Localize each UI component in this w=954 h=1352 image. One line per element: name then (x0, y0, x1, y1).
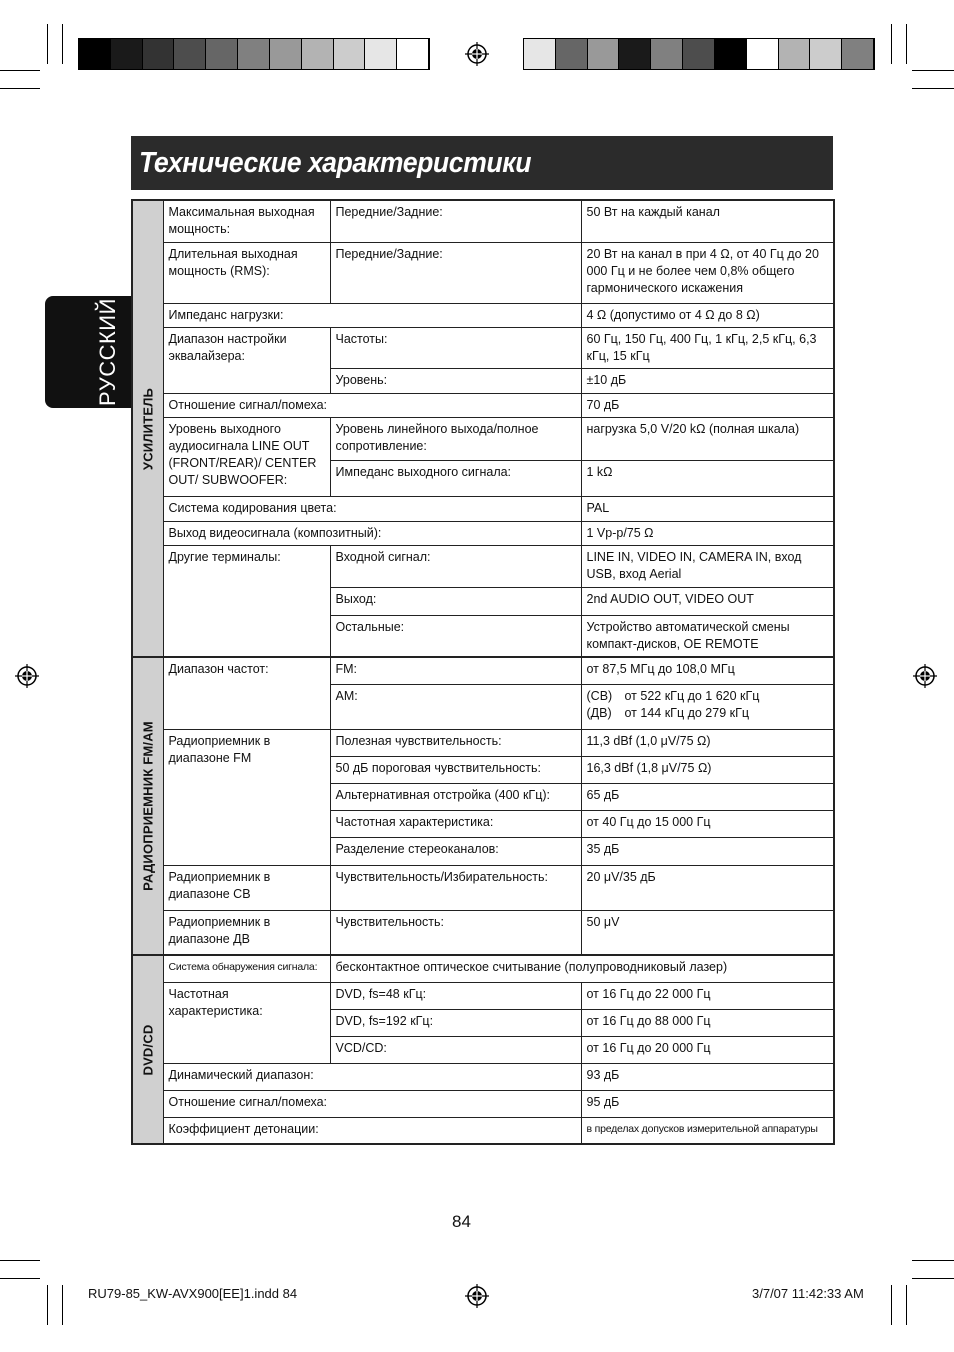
table-row (132, 1063, 834, 1090)
dvd-section (132, 955, 834, 1144)
color-swatch (365, 39, 397, 69)
crop-mark (891, 24, 892, 64)
spec-value: PAL (581, 496, 834, 521)
crop-mark (912, 1278, 954, 1279)
spec-sublabel: DVD, fs=192 кГц: (330, 1009, 581, 1036)
spec-value: 50 Вт на каждый канал (581, 200, 834, 242)
color-swatch (174, 39, 206, 69)
crop-mark (912, 1260, 954, 1261)
spec-label: Уровень выходного аудиосигнала LINE OUT (FRONT/REAR)/ CENTER OUT/ SUBWOOFER: (163, 417, 330, 496)
registration-mark-icon (15, 664, 39, 688)
spec-sublabel: Импеданс выходного сигнала: (330, 460, 581, 496)
spec-value: 65 дБ (581, 783, 834, 810)
color-swatch (683, 39, 715, 69)
spec-label: Диапазон частот: (163, 657, 330, 729)
spec-sublabel: Передние/Задние: (330, 200, 581, 242)
spec-sublabel: Чувствительность/Избирательность: (330, 865, 581, 910)
table-row (132, 496, 834, 521)
spec-value: от 16 Гц до 22 000 Гц (581, 982, 834, 1009)
spec-value: Устройство автоматической смены компакт-дисков, OE REMOTE (581, 615, 834, 657)
table-row (132, 910, 834, 955)
spec-value: 2nd AUDIO OUT, VIDEO OUT (581, 587, 834, 615)
spec-label: Радиоприемник в диапазоне FM (163, 729, 330, 865)
section-label-cell (132, 200, 163, 657)
spec-sublabel: Альтернативная отстройка (400 кГц): (330, 783, 581, 810)
color-swatch (111, 39, 143, 69)
table-row (132, 955, 834, 982)
page-title: Технические характеристики (139, 146, 532, 179)
spec-value: от 87,5 МГц до 108,0 МГц (581, 657, 834, 684)
spec-value: ±10 дБ (581, 368, 834, 393)
spec-sublabel: Входной сигнал: (330, 545, 581, 587)
spec-value (581, 684, 834, 729)
table-row (132, 865, 834, 910)
spec-label: Выход видеосигнала (композитный): (163, 521, 581, 545)
spec-label: Коэффициент детонации: (163, 1117, 581, 1144)
color-swatch (588, 39, 620, 69)
color-swatch (747, 39, 779, 69)
table-row (132, 521, 834, 545)
table-row (132, 417, 834, 460)
footer-timestamp: 3/7/07 11:42:33 AM (752, 1286, 864, 1301)
spec-value: от 16 Гц до 88 000 Гц (581, 1009, 834, 1036)
color-swatch (302, 39, 334, 69)
section-label-amplifier: УСИЛИТЕЛЬ (140, 387, 156, 470)
color-swatch (842, 39, 874, 69)
registration-mark-icon (465, 1284, 489, 1308)
spec-value: 1 kΩ (581, 460, 834, 496)
color-swatch (524, 39, 556, 69)
spec-label: Радиоприемник в диапазоне СВ (163, 865, 330, 910)
color-swatch (79, 39, 111, 69)
spec-label: Максимальная выходная мощность: (163, 200, 330, 242)
table-row (132, 242, 834, 303)
crop-mark (0, 88, 40, 89)
spec-sublabel: Выход: (330, 587, 581, 615)
spec-value: 95 дБ (581, 1090, 834, 1117)
spec-label: Отношение сигнал/помеха: (163, 393, 581, 417)
spec-value: 35 дБ (581, 837, 834, 865)
section-label-cell (132, 657, 163, 955)
color-swatch (556, 39, 588, 69)
crop-mark (891, 1285, 892, 1325)
spec-value: 50 μV (581, 910, 834, 955)
band-label: (СВ) (586, 688, 613, 703)
spec-sublabel: Частоты: (330, 327, 581, 368)
language-tab (45, 296, 131, 408)
spec-sublabel: Полезная чувствительность: (330, 729, 581, 756)
crop-mark (0, 1260, 40, 1261)
registration-mark-icon (465, 42, 489, 66)
amplifier-section (132, 200, 834, 657)
spec-value: бесконтактное оптическое считывание (полупроводниковый лазер) (330, 955, 834, 982)
spec-label: Импеданс нагрузки: (163, 303, 581, 327)
crop-mark (47, 1285, 48, 1325)
spec-sublabel: Чувствительность: (330, 910, 581, 955)
language-tab-label: РУССКИЙ (95, 298, 120, 406)
crop-mark (47, 24, 48, 64)
color-swatch (619, 39, 651, 69)
color-swatch (651, 39, 683, 69)
table-row (132, 545, 834, 587)
section-label-radio: РАДИОПРИЕМНИК FM/AM (140, 721, 156, 891)
table-row (132, 303, 834, 327)
band-label: (ДВ) (586, 705, 612, 720)
color-bar-right (523, 38, 875, 70)
crop-mark (906, 24, 907, 64)
radio-section (132, 657, 834, 955)
color-swatch (270, 39, 302, 69)
spec-sublabel: Уровень линейного выхода/полное сопротивление: (330, 417, 581, 460)
color-swatch (715, 39, 747, 69)
spec-value: LINE IN, VIDEO IN, CAMERA IN, вход USB, вход Aerial (581, 545, 834, 587)
crop-mark (906, 1285, 907, 1325)
table-row (132, 393, 834, 417)
spec-sublabel: FM: (330, 657, 581, 684)
registration-mark-icon (913, 664, 937, 688)
spec-sublabel: DVD, fs=48 кГц: (330, 982, 581, 1009)
table-row (132, 657, 834, 684)
band-value: от 144 кГц до 279 кГц (624, 705, 750, 720)
color-swatch (143, 39, 175, 69)
crop-mark (0, 70, 40, 71)
band-value: от 522 кГц до 1 620 кГц (624, 688, 760, 703)
color-swatch (238, 39, 270, 69)
spec-sublabel: Уровень: (330, 368, 581, 393)
spec-label: Длительная выходная мощность (RMS): (163, 242, 330, 303)
crop-mark (62, 1285, 63, 1325)
color-bar-left (78, 38, 430, 70)
spec-label: Радиоприемник в диапазоне ДВ (163, 910, 330, 955)
title-bar (131, 136, 833, 190)
spec-value: от 40 Гц до 15 000 Гц (581, 810, 834, 837)
spec-value: от 16 Гц до 20 000 Гц (581, 1036, 834, 1063)
table-row (132, 982, 834, 1009)
spec-sublabel: Частотная характеристика: (330, 810, 581, 837)
color-swatch (397, 39, 429, 69)
spec-value: 20 Вт на канал в при 4 Ω, от 40 Гц до 20 000 Гц и не более чем 0,8% общего гармонического искажения (581, 242, 834, 303)
color-swatch (779, 39, 811, 69)
spec-value: 1 Vp-p/75 Ω (581, 521, 834, 545)
spec-label: Диапазон настройки эквалайзера: (163, 327, 330, 393)
spec-sublabel: Разделение стереоканалов: (330, 837, 581, 865)
spec-sublabel: 50 дБ пороговая чувствительность: (330, 756, 581, 783)
spec-value: 4 Ω (допустимо от 4 Ω до 8 Ω) (581, 303, 834, 327)
spec-value: нагрузка 5,0 V/20 kΩ (полная шкала) (581, 417, 834, 460)
spec-value: 20 μV/35 дБ (581, 865, 834, 910)
spec-value: 93 дБ (581, 1063, 834, 1090)
section-label-cell (132, 955, 163, 1144)
spec-sublabel: VCD/CD: (330, 1036, 581, 1063)
spec-label: Система кодирования цвета: (163, 496, 581, 521)
color-swatch (334, 39, 366, 69)
table-row (132, 327, 834, 368)
footer-file-info: RU79-85_KW-AVX900[EE]1.indd 84 (88, 1286, 298, 1301)
crop-mark (0, 1278, 40, 1279)
spec-sublabel: Передние/Задние: (330, 242, 581, 303)
spec-label: Система обнаружения сигнала: (163, 955, 330, 982)
table-row (132, 200, 834, 242)
spec-value: 16,3 dBf (1,8 μV/75 Ω) (581, 756, 834, 783)
spec-label: Другие терминалы: (163, 545, 330, 657)
spec-sublabel: AM: (330, 684, 581, 729)
table-row (132, 1090, 834, 1117)
spec-label: Динамический диапазон: (163, 1063, 581, 1090)
spec-value: 11,3 dBf (1,0 μV/75 Ω) (581, 729, 834, 756)
table-row (132, 1117, 834, 1144)
crop-mark (912, 88, 954, 89)
spec-label: Отношение сигнал/помеха: (163, 1090, 581, 1117)
spec-value: 60 Гц, 150 Гц, 400 Гц, 1 кГц, 2,5 кГц, 6,3 кГц, 15 кГц (581, 327, 834, 368)
page-number: 84 (452, 1212, 471, 1231)
spec-value: в пределах допусков измерительной аппаратуры (581, 1117, 834, 1144)
crop-mark (62, 24, 63, 64)
spec-label: Частотная характеристика: (163, 982, 330, 1063)
spec-value: 70 дБ (581, 393, 834, 417)
color-swatch (810, 39, 842, 69)
color-swatch (206, 39, 238, 69)
spec-sublabel: Остальные: (330, 615, 581, 657)
crop-mark (912, 70, 954, 71)
table-row (132, 729, 834, 756)
section-label-dvd: DVD/CD (140, 1023, 156, 1076)
spec-table (131, 199, 835, 1145)
